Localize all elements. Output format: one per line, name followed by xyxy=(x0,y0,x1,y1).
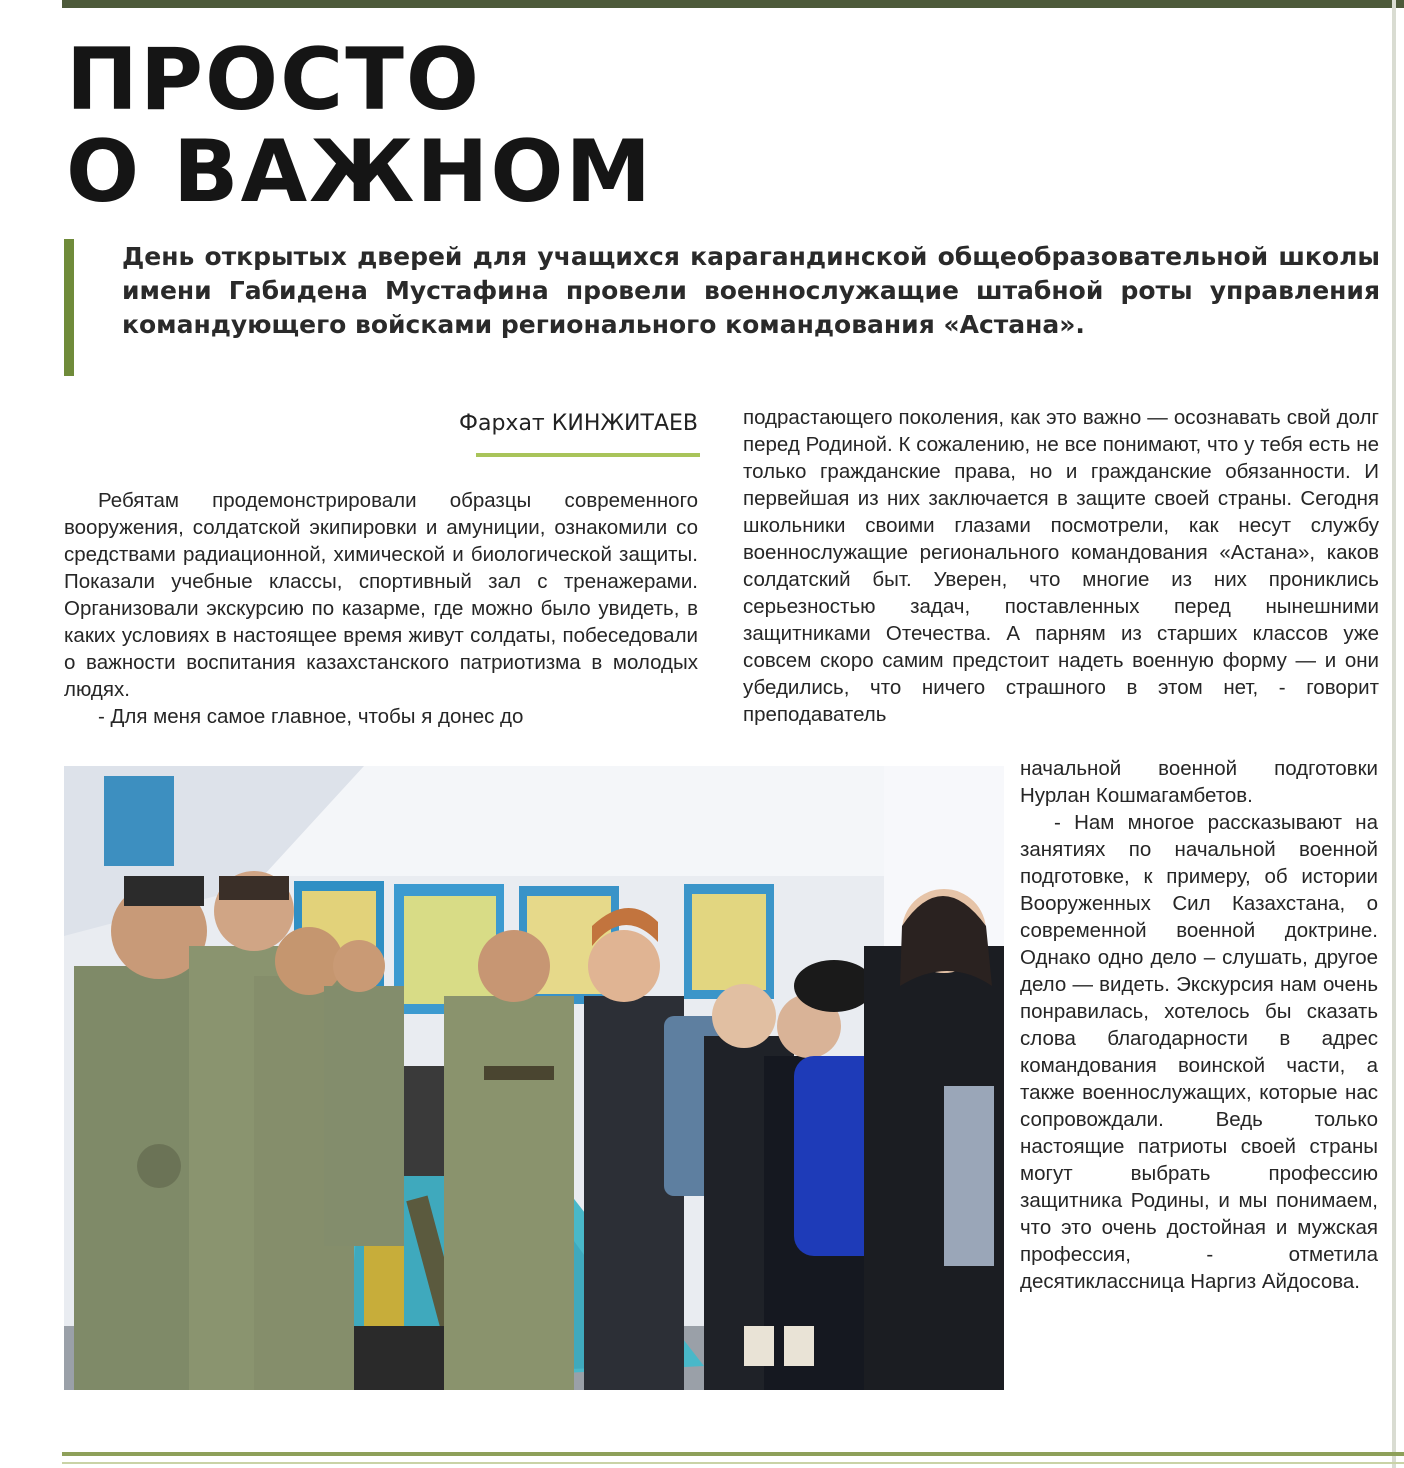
lead-paragraph: День открытых дверей для учащихся карагандинской общеобразовательной школы имени Габидена Мустафина провели военнослужащие штабной роты управления командующего войсками регионального командования «Астана». xyxy=(122,242,1380,339)
article-column-1 xyxy=(64,487,698,730)
soldiers-group xyxy=(74,871,574,1390)
photo-illustration xyxy=(64,766,1004,1390)
wall-poster xyxy=(104,776,174,866)
body-paragraph: начальной военной подготовки Нурлан Кошмагамбетов. xyxy=(1020,757,1378,807)
article-photo xyxy=(64,766,1004,1390)
article-column-2 xyxy=(743,404,1379,728)
right-page-edge xyxy=(1392,0,1396,1468)
title-line-1: ПРОСТО xyxy=(66,30,481,130)
body-paragraph: подрастающего поколения, как это важно — осознавать свой долг перед Родиной. К сожалению, не все понимают, что у тебя есть не только гражданские права, но и гражданские обязанности. И первейшая из них заключается в защите своей страны. Сегодня школьники своими глазами посмотрели, как несут службу военнослужащие регионального командования «Астана», каков солдатский быт. Уверен, что многие из них прониклись серьезностью задач, поставленных перед нынешними защитниками Отечества. А парням из старших классов уже совсем скоро самим предстоит надеть военную форму — и они убедились, что ничего страшного в этом нет, - говорит преподаватель xyxy=(743,406,1379,726)
quote-paragraph: - Нам многое рассказывают на занятиях по начальной военной подготовке, к примеру, об истории Вооруженных Сил Казахстана, о современной военной доктрине. Однако одно дело – слушать, другое дело — видеть. Экскурсия нам очень понравилась, хотелось бы сказать слова благодарности в адрес командования воинской части, а также военнослужащих, которые нас сопровождали. Ведь только настоящие патриоты своей страны могут выбрать профессию защитника Родины, и мы понимаем, что это очень достойная и мужская профессия, - отметила десятиклассница Наргиз Айдосова. xyxy=(1020,811,1378,1293)
article-column-3 xyxy=(1020,755,1378,1295)
byline-underline xyxy=(476,453,700,457)
title-line-2: О ВАЖНОМ xyxy=(66,122,654,222)
lead-accent-bar xyxy=(64,239,74,376)
body-paragraph: Ребятам продемонстрировали образцы современного вооружения, солдатской экипировки и амуниции, ознакомили со средствами радиационной, химической и биологической защиты. Показали учебные классы, спортивный зал с тренажерами. Организовали экскурсию по казарме, где можно было увидеть, в каких условиях в настоящее время живут солдаты, побеседовали о важности воспитания казахстанского патриотизма в молодых людях. xyxy=(64,489,698,701)
body-paragraph: - Для меня самое главное, чтобы я донес до xyxy=(98,705,524,728)
author-byline: Фархат КИНЖИТАЕВ xyxy=(459,411,698,436)
page-title xyxy=(66,30,966,222)
bottom-border-rule-thin xyxy=(62,1462,1404,1464)
top-border-bar xyxy=(62,0,1404,8)
bottom-border-rule xyxy=(62,1452,1404,1456)
